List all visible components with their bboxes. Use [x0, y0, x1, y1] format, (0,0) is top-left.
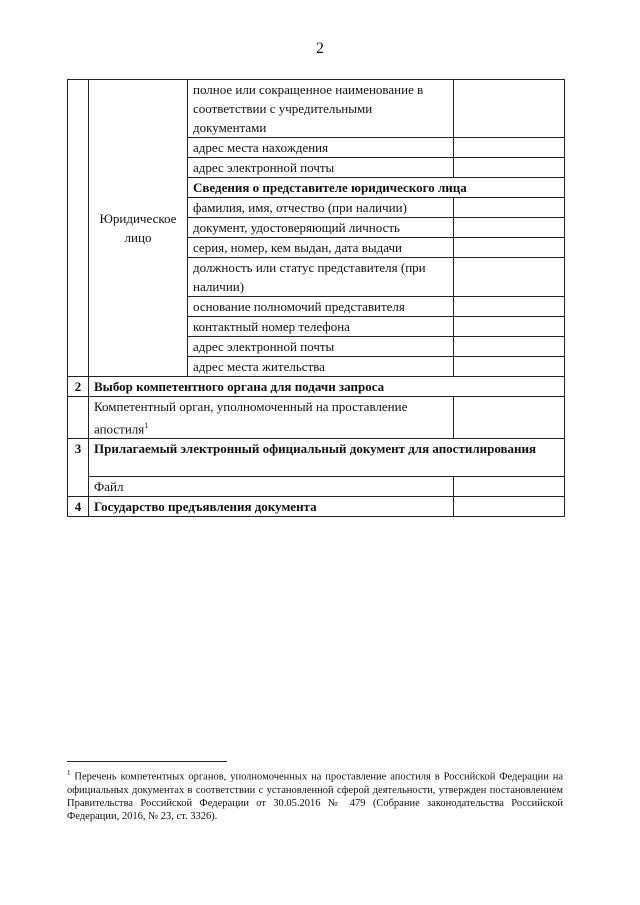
field-value[interactable]	[454, 397, 565, 439]
field-value[interactable]	[454, 138, 565, 158]
section-number: 2	[68, 377, 89, 397]
field-label: полное или сокращенное наименование в соответствии с учредительными документами	[188, 80, 454, 138]
field-value[interactable]	[454, 198, 565, 218]
field-value[interactable]	[454, 357, 565, 377]
legal-entity-label: Юридическое лицо	[89, 80, 188, 377]
field-value[interactable]	[454, 238, 565, 258]
field-value[interactable]	[454, 258, 565, 297]
subsection-heading: Сведения о представителе юридического лица	[188, 178, 565, 198]
section-heading: Государство предъявления документа	[89, 497, 454, 517]
field-value[interactable]	[454, 297, 565, 317]
row-number-cell	[68, 397, 89, 439]
footnote	[67, 767, 563, 823]
field-label: контактный номер телефона	[188, 317, 454, 337]
field-label: адрес электронной почты	[188, 337, 454, 357]
section-heading: Выбор компетентного органа для подачи запроса	[89, 377, 565, 397]
field-label: документ, удостоверяющий личность	[188, 218, 454, 238]
field-label	[89, 397, 454, 439]
section-number: 3	[68, 439, 89, 497]
field-label: адрес места нахождения	[188, 138, 454, 158]
competent-authority-label: Компетентный орган, уполномоченный на проставление апостиля	[94, 399, 408, 437]
field-label: серия, номер, кем выдан, дата выдачи	[188, 238, 454, 258]
field-value[interactable]	[454, 317, 565, 337]
footnote-divider	[67, 761, 227, 762]
field-label: основание полномочий представителя	[188, 297, 454, 317]
field-value[interactable]	[454, 218, 565, 238]
field-label: адрес электронной почты	[188, 158, 454, 178]
page-number: 2	[316, 40, 324, 57]
section-heading: Прилагаемый электронный официальный документ для апостилирования	[89, 439, 565, 477]
field-label: фамилия, имя, отчество (при наличии)	[188, 198, 454, 218]
footnote-ref: 1	[144, 421, 149, 430]
file-value[interactable]	[454, 477, 565, 497]
field-value[interactable]	[454, 497, 565, 517]
application-form-table	[67, 79, 565, 517]
field-label: адрес места жительства	[188, 357, 454, 377]
field-value[interactable]	[454, 337, 565, 357]
footnote-mark: 1	[67, 769, 71, 777]
field-label: Файл	[89, 477, 454, 497]
row-number-cell	[68, 80, 89, 377]
section-number: 4	[68, 497, 89, 517]
footnote-text: Перечень компетентных органов, уполномоченных на проставление апостиля в Российской Федерации на официальных документах в соответствии с установленной сферой деятельности, утвержден постановлением Правительства Российской Федерации от 30.05.2016 № 479 (Собрание законодательства Российской Федерации, 2016, № 23, ст. 3326).	[67, 771, 563, 822]
field-label: должность или статус представителя (при наличии)	[188, 258, 454, 297]
field-value[interactable]	[454, 80, 565, 138]
field-value[interactable]	[454, 158, 565, 178]
